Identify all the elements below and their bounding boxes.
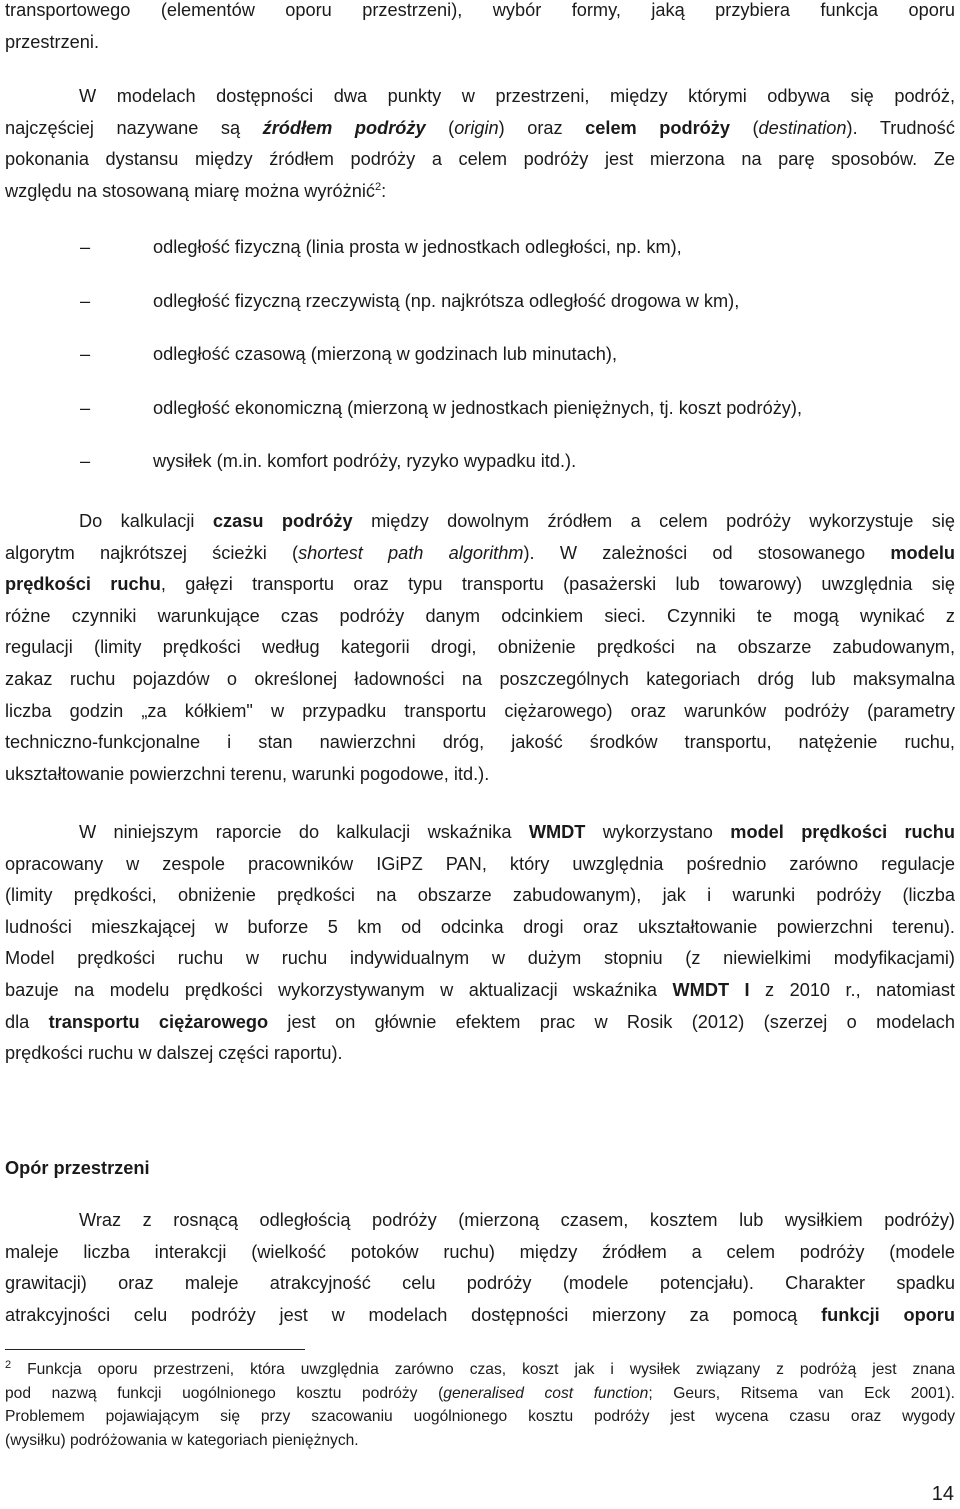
term-origin	[263, 118, 426, 138]
footnote-ref: 2	[374, 180, 382, 193]
text-line: zakaz ruchu pojazdów o określonej ładowności na poszczególnych kategoriach dróg lub maksymalna	[5, 668, 955, 689]
footnote-separator	[5, 1349, 305, 1350]
text-run: (	[729, 117, 759, 138]
term-speed-model: model prędkości ruchu	[730, 822, 955, 842]
term-wmdt: WMDT	[528, 822, 586, 842]
text-line: Problemem pojawiającym się przy szacowaniu uogólnionego kosztu podróży jest wycena czasu oraz wygody	[5, 1408, 955, 1425]
text-line: ukształtowanie powierzchni terenu, warunki pogodowe, itd.).	[5, 763, 490, 784]
term-speed-model: prędkości ruchu	[5, 574, 161, 595]
text-line	[5, 975, 955, 1007]
text-line: Model prędkości ruchu w ruchu indywidualnym w dużym stopniu (z niewielkimi modyfikacjami)	[5, 948, 955, 969]
text-run: ) oraz	[498, 117, 586, 138]
text-line: pokonania dystansu między źródłem podróży a celem podróży jest mierzona na parę sposobów. Ze	[5, 149, 955, 170]
text-line	[5, 1382, 955, 1406]
text-run: algorytm najkrótszej ścieżki (	[5, 542, 299, 563]
list-item-text: wysiłek (m.in. komfort podróży, ryzyko wypadku itd.).	[153, 451, 577, 471]
dash-bullet: –	[80, 290, 91, 311]
dash-bullet: –	[80, 237, 91, 257]
term-travel-time: czasu podróży	[212, 511, 353, 531]
text-run: destination	[758, 117, 847, 138]
text-run: wykorzystano	[585, 822, 731, 842]
text-run: między dowolnym źródłem a celem podróży wykorzystuje się	[352, 511, 956, 531]
section-heading: Opór przestrzeni	[5, 1158, 150, 1178]
text-line: (limity prędkości, obniżenie prędkości na obszarze zabudowanym), jak i warunki podróży (liczba	[5, 885, 955, 906]
list-item-text: odległość fizyczną rzeczywistą (np. najkrótsza odległość drogowa w km),	[153, 290, 740, 311]
list-item	[5, 286, 955, 340]
paragraph-report	[5, 817, 955, 1070]
text-line: (wysiłku) podróżowania w kategoriach pieniężnych.	[5, 1431, 359, 1449]
term-wmdt-i: WMDT I	[672, 979, 750, 1000]
text-line	[5, 506, 955, 538]
list-item-text: odległość czasową (mierzoną w godzinach lub minutach),	[153, 344, 618, 364]
text-run: , gałęzi transportu oraz typu transportu (pasażerski lub towarowy) uwzględnia się	[160, 574, 955, 595]
text-run: origin	[454, 117, 499, 138]
paragraph-intro	[5, 0, 955, 58]
text-run: najczęściej nazywane są	[5, 117, 263, 138]
text-line: transportowego (elementów oporu przestrzeni), wybór formy, jaką przybiera funkcja oporu	[5, 0, 955, 20]
text-line	[5, 1007, 955, 1039]
text-run: W niniejszym raporcie do kalkulacji wskaźnika	[79, 822, 529, 842]
list-item	[5, 446, 955, 500]
text-line: grawitacji) oraz maleje atrakcyjność celu podróży (modele potencjału). Charakter spadku	[5, 1273, 955, 1294]
text-line: W modelach dostępności dwa punkty w przestrzeni, między którymi odbywa się podróż,	[79, 86, 955, 106]
text-line	[5, 1358, 955, 1382]
text-line	[5, 817, 955, 849]
text-line: różne czynniki warunkujące czas podróży danym odcinkiem sieci. Czynniki te mogą wynikać z	[5, 605, 955, 626]
term-resistance-function: funkcji oporu	[821, 1304, 955, 1325]
list-item-text: odległość ekonomiczną (mierzoną w jednostkach pieniężnych, tj. koszt podróży),	[153, 397, 803, 418]
footnote-mark: 2	[5, 1358, 12, 1371]
list-item	[5, 232, 955, 286]
dash-bullet: –	[80, 397, 91, 418]
list-item-text: odległość fizyczną (linia prosta w jednostkach odległości, np. km),	[153, 237, 682, 257]
text-run: :	[381, 180, 387, 201]
text-run: shortest path algorithm	[298, 542, 524, 563]
term-freight: transportu ciężarowego	[48, 1011, 269, 1032]
text-run: generalised cost function	[443, 1384, 649, 1402]
text-run: dla	[5, 1011, 49, 1032]
list-item	[5, 339, 955, 393]
text-line	[5, 569, 955, 601]
text-run: pod nazwą funkcji uogólnionego kosztu podróży (	[5, 1384, 444, 1402]
dash-bullet: –	[80, 344, 91, 364]
text-run: Funkcja oporu przestrzeni, która uwzględnia zarówno czas, koszt jak i wysiłek związany z podróżą jest znana	[11, 1361, 955, 1378]
text-line	[5, 113, 955, 145]
text-run: źródłem podróży	[262, 117, 426, 138]
text-line	[5, 1300, 955, 1332]
text-run: ). Trudność	[846, 117, 955, 138]
paragraph-travel-time	[5, 506, 955, 790]
term-destination: celem podróży	[585, 117, 730, 138]
text-run: (	[425, 117, 455, 138]
paragraph-models	[5, 81, 955, 207]
text-line: regulacji (limity prędkości według kategorii drogi, obniżenie prędkości na obszarze zabudowanym,	[5, 637, 955, 658]
text-line: techniczno-funkcjonalne i stan nawierzchni dróg, jakość środków transportu, natężenie ruchu,	[5, 732, 955, 753]
text-run: jest on głównie efektem prac w Rosik (2012) (szerzej o modelach	[268, 1011, 955, 1032]
text-run: bazuje na modelu prędkości wykorzystywanym w aktualizacji wskaźnika	[5, 979, 673, 1000]
text-run: ). W zależności od stosowanego	[523, 542, 891, 563]
text-run: , natomiast	[855, 979, 955, 1000]
text-line: maleje liczba interakcji (wielkość potoków ruchu) między źródłem a celem podróży (modele	[5, 1241, 955, 1262]
text-line: przestrzeni.	[5, 31, 100, 52]
paragraph-resistance	[5, 1205, 955, 1331]
text-run: względu na stosowaną miarę można wyróżnić	[5, 180, 375, 201]
text-run: z 2010 r.	[749, 979, 856, 1000]
text-run: atrakcyjności celu podróży jest w modelach dostępności mierzony za pomocą	[5, 1304, 822, 1325]
text-line: Wraz z rosnącą odległością podróży (mierzoną czasem, kosztem lub wysiłkiem podróży)	[79, 1210, 955, 1230]
text-line: prędkości ruchu w dalszej części raportu).	[5, 1043, 343, 1064]
text-line: opracowany w zespole pracowników IGiPZ PAN, który uwzględnia pośrednio zarówno regulacje	[5, 853, 955, 874]
text-line	[5, 538, 955, 570]
term-speed-model: modelu	[890, 542, 955, 563]
text-line: ludności mieszkającej w buforze 5 km od odcinka drogi oraz ukształtowanie powierzchni terenu).	[5, 916, 955, 937]
page-number: 14	[931, 1483, 954, 1505]
list-item	[5, 393, 955, 447]
text-run: ; Geurs, Ritsema van Eck 2001).	[648, 1384, 955, 1402]
text-line: liczba godzin „za kółkiem" w przypadku transportu ciężarowego) oraz warunków podróży (parametry	[5, 700, 955, 721]
measures-list	[5, 232, 955, 500]
footnote	[5, 1358, 955, 1452]
text-run: Do kalkulacji	[79, 511, 213, 531]
text-line	[5, 176, 955, 208]
dash-bullet: –	[80, 451, 91, 471]
